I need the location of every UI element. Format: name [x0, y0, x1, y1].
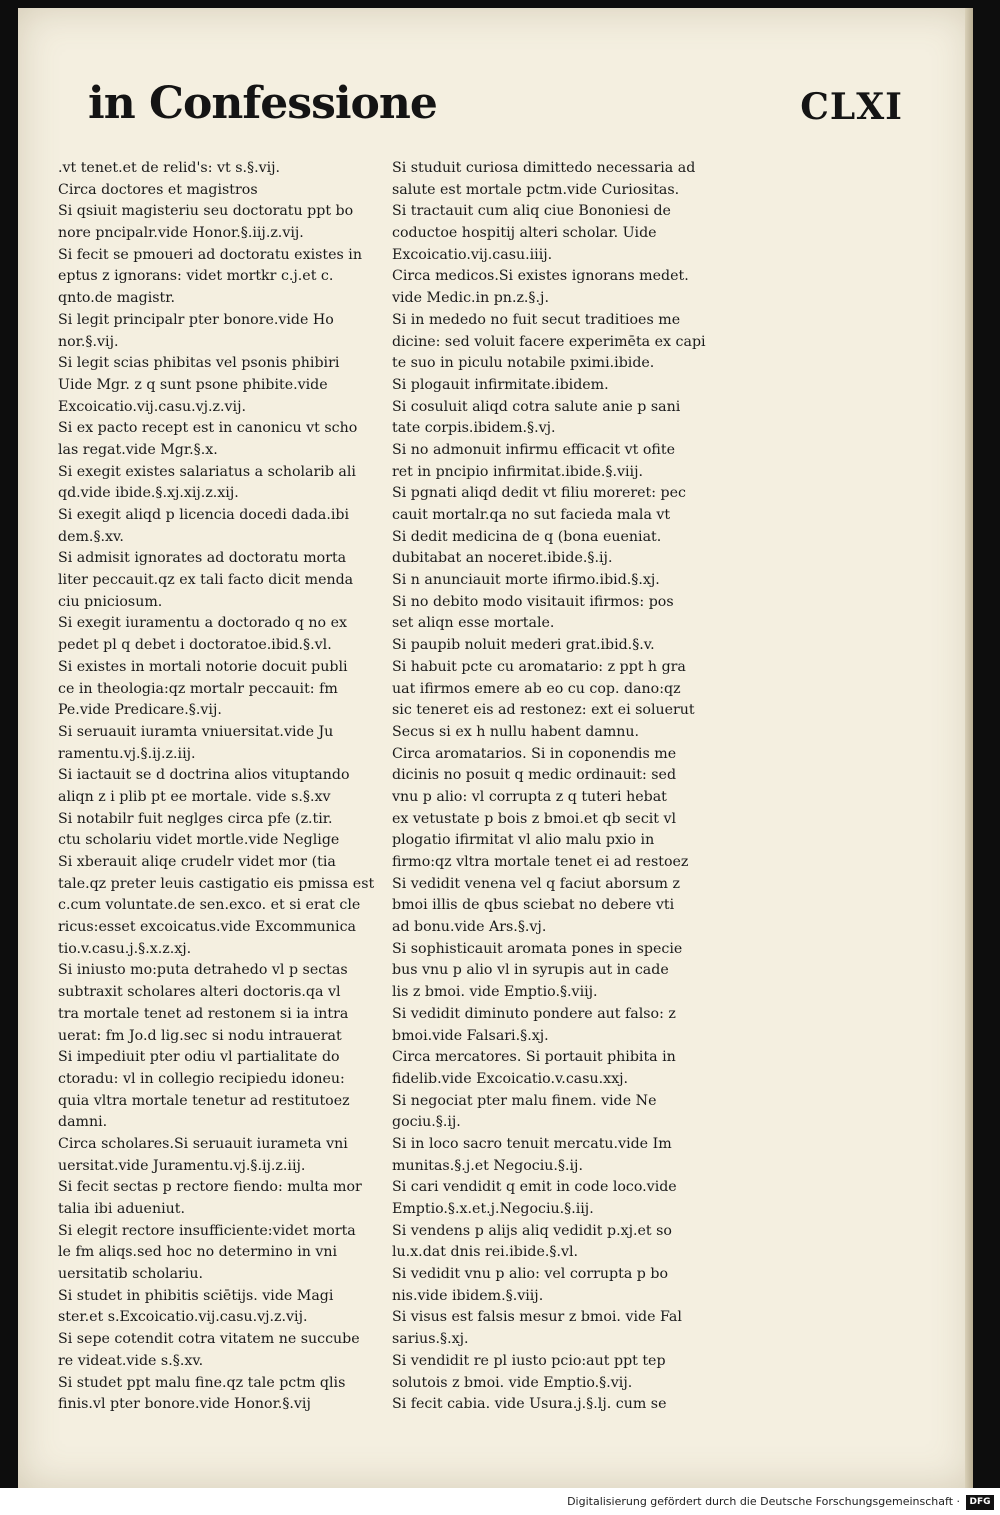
- text-line: Si exegit aliqd p licencia docedi dada.ibi: [58, 507, 350, 523]
- text-line: fidelib.vide Excoicatio.v.casu.xxj.: [392, 1070, 629, 1087]
- text-line: Si admisit ignorates ad doctoratu morta: [58, 550, 347, 567]
- text-line: set aliqn esse mortale.: [392, 615, 555, 632]
- text-line: Si qsiuit magisteriu seu doctoratu ppt bo: [58, 203, 354, 220]
- footer-bar: [0, 1488, 1000, 1515]
- text-line: gociu.§.ij.: [392, 1114, 461, 1131]
- text-line: Si in mededo no fuit secut traditioes me: [392, 311, 681, 328]
- text-line: c.cum voluntate.de sen.exco. et si erat cle: [58, 897, 361, 914]
- text-line: vnu p alio: vl corrupta z q tuteri hebat: [392, 788, 667, 805]
- text-line: Si impediuit pter odiu vl partialitate do: [58, 1049, 340, 1066]
- text-line: Si vendidit re pl iusto pcio:aut ppt tep: [392, 1352, 666, 1369]
- text-line: Uide Mgr. z q sunt psone phibite.vide: [58, 376, 328, 393]
- text-line: Si existes in mortali notorie docuit publi: [58, 658, 348, 675]
- text-line: Si vedidit diminuto pondere aut falso: z: [392, 1005, 676, 1022]
- text-line: lu.x.dat dnis rei.ibide.§.vl.: [392, 1244, 579, 1261]
- text-line: las regat.vide Mgr.§.x.: [58, 441, 218, 458]
- text-line: Si dedit medicina de q (bona eueniat.: [392, 528, 662, 545]
- text-line: subtraxit scholares alteri doctoris.qa vl: [58, 984, 341, 1001]
- text-line: Si fecit cabia. vide Usura.j.§.lj. cum se: [392, 1396, 667, 1413]
- text-line: bus vnu p alio vl in syrupis aut in cade: [392, 962, 669, 979]
- text-line: qd.vide ibide.§.xj.xij.z.xij.: [58, 485, 239, 502]
- text-line: salute est mortale pctm.vide Curiositas.: [392, 181, 680, 198]
- text-line: Excoicatio.vij.casu.iiij.: [392, 246, 553, 263]
- text-line: Si xberauit aliqe crudelr videt mor (tia: [58, 854, 336, 870]
- text-line: te suo in piculu notabile pximi.ibide.: [392, 355, 655, 372]
- text-line: cauit mortalr.qa no sut facieda mala vt: [392, 507, 671, 523]
- text-line: Si fecit se pmoueri ad doctoratu existes in: [58, 246, 362, 263]
- text-line: Circa aromatarios. Si in coponendis me: [392, 745, 677, 762]
- text-line: ex vetustate p bois z bmoi.et qb secit vl: [392, 810, 677, 827]
- right-text-column: [392, 158, 722, 1416]
- folio-number: CLXI: [800, 86, 903, 128]
- text-line: coductoe hospitij alteri scholar. Uide: [392, 225, 657, 242]
- text-line: Si legit principalr pter bonore.vide Ho: [58, 311, 334, 328]
- text-line: Si no admonuit infirmu efficacit vt ofite: [392, 441, 675, 458]
- text-line: firmo:qz vltra mortale tenet ei ad restoez: [392, 854, 689, 870]
- text-line: re videat.vide s.§.xv.: [58, 1352, 204, 1369]
- text-line: Si ex pacto recept est in canonicu vt scho: [58, 420, 358, 437]
- text-line: Si vendens p alijs aliq vedidit p.xj.et so: [392, 1222, 672, 1239]
- text-line: ctoradu: vl in collegio recipiedu idoneu:: [58, 1070, 345, 1087]
- text-line: lis z bmoi. vide Emptio.§.viij.: [392, 984, 598, 1001]
- text-line: Si exegit iuramentu a doctorado q no ex: [58, 615, 347, 632]
- text-line: Emptio.§.x.et.j.Negociu.§.iij.: [392, 1201, 594, 1217]
- text-line: Si notabilr fuit neglges circa pfe (z.tir.: [58, 810, 333, 827]
- text-line: Si n anunciauit morte ifirmo.ibid.§.xj.: [392, 572, 660, 589]
- text-line: Si sophisticauit aromata pones in specie: [392, 940, 683, 957]
- text-line: plogatio ifirmitat vl alio malu pxio in: [392, 832, 655, 849]
- text-line: le fm aliqs.sed hoc no determino in vni: [58, 1244, 338, 1261]
- text-line: Si seruauit iuramta vniuersitat.vide Ju: [58, 723, 334, 740]
- text-line: Circa scholares.Si seruauit iurameta vni: [58, 1135, 348, 1152]
- text-line: talia ibi adueniut.: [58, 1201, 185, 1217]
- text-line: Excoicatio.vij.casu.vj.z.vij.: [58, 398, 246, 415]
- text-line: sic teneret eis ad restonez: ext ei soluerut: [392, 702, 695, 719]
- text-line: Si visus est falsis mesur z bmoi. vide Fal: [392, 1309, 682, 1326]
- text-line: tate corpis.ibidem.§.vj.: [392, 420, 556, 437]
- text-line: dicine: sed voluit facere experimēta ex capi: [392, 333, 706, 350]
- text-line: ricus:esset excoicatus.vide Excommunica: [58, 919, 356, 936]
- text-line: Si legit scias phibitas vel psonis phibiri: [58, 355, 340, 372]
- text-line: Circa medicos.Si existes ignorans medet.: [392, 268, 689, 285]
- text-line: ctu scholariu videt mortle.vide Neglige: [58, 832, 340, 849]
- text-line: Secus si ex h nullu habent damnu.: [392, 723, 640, 740]
- text-line: finis.vl pter bonore.vide Honor.§.vij: [58, 1396, 311, 1413]
- text-line: sarius.§.xj.: [392, 1331, 469, 1348]
- text-line: Si fecit sectas p rectore fiendo: multa mor: [58, 1179, 362, 1196]
- text-line: Circa doctores et magistros: [58, 181, 258, 198]
- text-line: Si cari vendidit q emit in code loco.vide: [392, 1179, 677, 1196]
- text-line: nore pncipalr.vide Honor.§.iij.z.vij.: [58, 225, 304, 242]
- text-line: Si iactauit se d doctrina alios vituptando: [58, 767, 350, 784]
- text-line: Si paupib noluit mederi grat.ibid.§.v.: [392, 637, 655, 654]
- text-line: ce in theologia:qz mortalr peccauit: fm: [58, 680, 338, 697]
- text-line: ciu pniciosum.: [58, 593, 163, 610]
- text-line: uerat: fm Jo.d lig.sec si nodu intrauerat: [58, 1027, 342, 1044]
- text-line: tale.qz preter leuis castigatio eis pmissa est: [58, 875, 375, 892]
- funding-credit: Digitalisierung gefördert durch die Deutsche Forschungsgemeinschaft ·: [567, 1495, 960, 1508]
- text-line: Si studet in phibitis sciētijs. vide Magi: [58, 1287, 334, 1304]
- text-line: Circa mercatores. Si portauit phibita in: [392, 1049, 676, 1066]
- text-line: nor.§.vij.: [58, 333, 119, 350]
- text-line: munitas.§.j.et Negociu.§.ij.: [392, 1157, 583, 1174]
- running-head: in Confessione: [88, 78, 437, 129]
- text-line: Si sepe cotendit cotra vitatem ne succube: [58, 1331, 360, 1348]
- text-line: ster.et s.Excoicatio.vij.casu.vj.z.vij.: [58, 1309, 308, 1326]
- text-line: Si plogauit infirmitate.ibidem.: [392, 376, 609, 393]
- text-line: Si in loco sacro tenuit mercatu.vide Im: [392, 1135, 672, 1152]
- text-line: Si iniusto mo:puta detrahedo vl p sectas: [58, 962, 348, 979]
- dfg-logo: DFG: [966, 1495, 994, 1510]
- text-line: qnto.de magistr.: [58, 290, 175, 307]
- text-line: Si habuit pcte cu aromatario: z ppt h gra: [392, 658, 686, 675]
- text-line: uersitatib scholariu.: [58, 1266, 203, 1283]
- text-line: ramentu.vj.§.ij.z.iij.: [58, 745, 196, 762]
- text-line: Si studet ppt malu fine.qz tale pctm qlis: [58, 1374, 346, 1391]
- page-edge: [965, 8, 973, 1488]
- text-line: solutois z bmoi. vide Emptio.§.vij.: [392, 1374, 633, 1391]
- text-line: Si elegit rectore insufficiente:videt morta: [58, 1222, 356, 1239]
- text-line: Si studuit curiosa dimittedo necessaria ad: [392, 160, 696, 176]
- text-line: ret in pncipio infirmitat.ibide.§.viij.: [392, 463, 643, 480]
- text-line: damni.: [58, 1114, 108, 1131]
- text-line: vide Medic.in pn.z.§.j.: [392, 290, 549, 307]
- text-line: Si negociat pter malu finem. vide Ne: [392, 1092, 657, 1109]
- text-line: tio.v.casu.j.§.x.z.xj.: [58, 940, 192, 957]
- text-line: dicinis no posuit q medic ordinauit: sed: [392, 767, 677, 784]
- text-line: .vt tenet.et de relid's: vt s.§.vij.: [58, 160, 281, 176]
- text-line: ad bonu.vide Ars.§.vj.: [392, 919, 547, 936]
- text-line: pedet pl q debet i doctoratoe.ibid.§.vl.: [58, 637, 332, 654]
- text-line: bmoi illis de qbus sciebat no debere vti: [392, 897, 675, 914]
- text-line: bmoi.vide Falsari.§.xj.: [392, 1027, 549, 1044]
- text-line: Si cosuluit aliqd cotra salute anie p sani: [392, 398, 681, 415]
- text-line: quia vltra mortale tenetur ad restitutoez: [58, 1092, 350, 1109]
- text-line: Pe.vide Predicare.§.vij.: [58, 702, 222, 719]
- text-line: uersitat.vide Juramentu.vj.§.ij.z.iij.: [58, 1157, 306, 1174]
- text-line: Si tractauit cum aliq ciue Bononiesi de: [392, 203, 671, 220]
- text-line: Si exegit existes salariatus a scholarib ali: [58, 463, 356, 480]
- text-line: aliqn z i plib pt ee mortale. vide s.§.xv: [58, 788, 331, 805]
- text-line: dem.§.xv.: [58, 528, 124, 545]
- text-line: dubitabat an noceret.ibide.§.ij.: [392, 550, 613, 567]
- text-line: liter peccauit.qz ex tali facto dicit menda: [58, 572, 354, 589]
- text-line: Si vedidit vnu p alio: vel corrupta p bo: [392, 1266, 668, 1283]
- text-line: tra mortale tenet ad restonem si ia intra: [58, 1005, 349, 1022]
- text-line: Si vedidit venena vel q faciut aborsum z: [392, 875, 680, 892]
- text-line: Si no debito modo visitauit ifirmos: pos: [392, 593, 674, 610]
- text-line: nis.vide ibidem.§.viij.: [392, 1287, 544, 1304]
- text-line: eptus z ignorans: videt mortkr c.j.et c.: [58, 268, 334, 285]
- text-line: uat ifirmos emere ab eo cu cop. dano:qz: [392, 680, 681, 697]
- text-line: Si pgnati aliqd dedit vt filiu moreret: pec: [392, 485, 686, 502]
- left-text-column: [58, 158, 396, 1416]
